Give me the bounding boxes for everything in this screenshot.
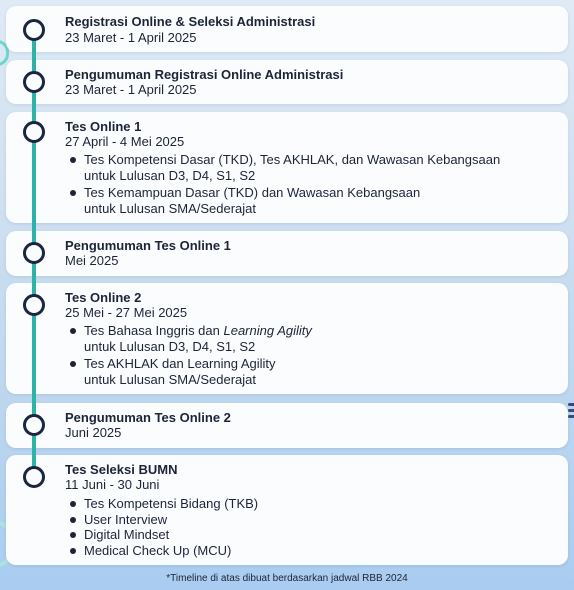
bullet-text-italic: Learning Agility bbox=[223, 323, 312, 338]
timeline-bullet-list bbox=[70, 323, 312, 387]
timeline-title: Tes Online 2 bbox=[65, 290, 142, 305]
list-item bbox=[70, 512, 258, 528]
list-item bbox=[70, 496, 258, 512]
bullet-text: Digital Mindset bbox=[84, 527, 170, 542]
timeline-card-1 bbox=[6, 6, 568, 52]
bullet-text: untuk Lulusan D3, D4, S1, S2 bbox=[84, 167, 256, 183]
timeline-title: Pengumuman Registrasi Online Administrasi bbox=[65, 67, 344, 82]
bullet-text: Tes Kompetensi Dasar (TKD), Tes AKHLAK, dan Wawasan Kebangsaan bbox=[84, 152, 501, 167]
timeline-node-icon bbox=[23, 121, 45, 143]
timeline-date: Juni 2025 bbox=[65, 425, 122, 440]
timeline-node-icon bbox=[23, 242, 45, 264]
bullet-text: Tes Bahasa Inggris dan bbox=[84, 323, 224, 338]
timeline-title: Pengumuman Tes Online 2 bbox=[65, 410, 231, 425]
timeline-node-icon bbox=[23, 294, 45, 316]
timeline-date: Mei 2025 bbox=[65, 253, 119, 268]
bullet-text: User Interview bbox=[84, 511, 168, 527]
timeline-date: 23 Maret - 1 April 2025 bbox=[65, 30, 197, 45]
timeline-node-icon bbox=[23, 71, 45, 93]
timeline-date: 27 April - 4 Mei 2025 bbox=[65, 134, 185, 149]
timeline-date: 23 Maret - 1 April 2025 bbox=[65, 82, 197, 97]
decorative-lines-icon bbox=[568, 400, 574, 422]
timeline-bullet-list bbox=[70, 152, 500, 216]
timeline-title: Pengumuman Tes Online 1 bbox=[65, 238, 231, 253]
list-item bbox=[70, 527, 258, 543]
timeline-title: Tes Online 1 bbox=[65, 119, 142, 134]
timeline-bullet-list bbox=[70, 496, 258, 558]
timeline-date: 11 Juni - 30 Juni bbox=[65, 477, 160, 492]
list-item bbox=[70, 323, 312, 354]
list-item bbox=[70, 543, 258, 559]
timeline-title: Tes Seleksi BUMN bbox=[65, 462, 178, 477]
timeline-node-icon bbox=[23, 414, 45, 436]
list-item bbox=[70, 185, 500, 216]
bullet-text: untuk Lulusan SMA/Sederajat bbox=[84, 200, 256, 216]
bullet-text: untuk Lulusan D3, D4, S1, S2 bbox=[84, 338, 256, 354]
list-item bbox=[70, 356, 312, 387]
bullet-text: Tes AKHLAK dan Learning Agility bbox=[84, 356, 276, 371]
timeline-node-icon bbox=[23, 466, 45, 488]
timeline-node-icon bbox=[23, 19, 45, 41]
footnote: *Timeline di atas dibuat berdasarkan jadwal RBB 2024 bbox=[166, 573, 408, 584]
bullet-text: untuk Lulusan SMA/Sederajat bbox=[84, 371, 256, 387]
list-item bbox=[70, 152, 500, 183]
bullet-text: Tes Kompetensi Bidang (TKB) bbox=[84, 496, 259, 511]
timeline-date: 25 Mei - 27 Mei 2025 bbox=[65, 305, 188, 320]
timeline-title: Registrasi Online & Seleksi Administrasi bbox=[65, 14, 316, 29]
bullet-text: Medical Check Up (MCU) bbox=[84, 542, 232, 558]
bullet-text: Tes Kemampuan Dasar (TKD) dan Wawasan Kebangsaan bbox=[84, 185, 421, 200]
